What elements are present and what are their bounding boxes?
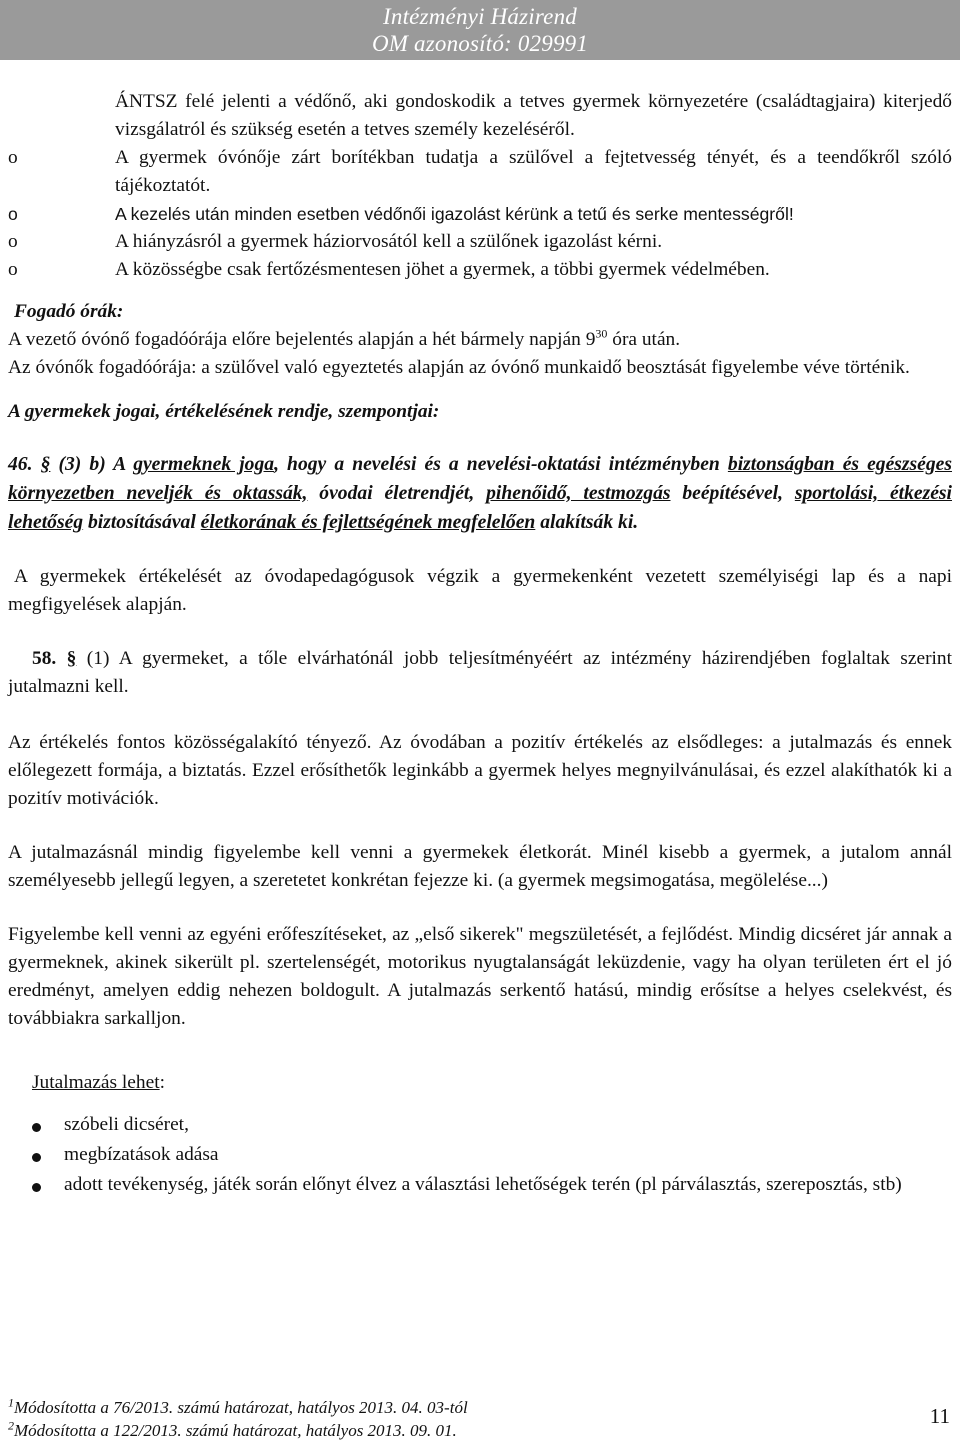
text-span: biztosításával xyxy=(83,512,201,533)
bullet-dot xyxy=(32,1153,41,1162)
list-item xyxy=(8,1111,952,1139)
section-number: 58. xyxy=(32,648,57,669)
fogado-heading: Fogadó órák: xyxy=(14,301,124,322)
figyelembe-paragraph: Figyelembe kell venni az egyéni erőfeszítéseket, az „első sikerek" megszületését, a fejlődést. Mindig dicséret jár annak a gyermeknek, akinek sikerült pl. szertelenségét, motorikus nyugtalanságát leküzdenie, vagy ha olyan területen ért el jó eredményt, amelyen eddig nehezen boldogult. A jutalmazás serkentő hatású, mindig erősítse a helyes cselekvést, és továbbiakra sarkalljon. xyxy=(8,924,952,1029)
fogado-ovonok-paragraph: Az óvónők fogadóórája: a szülővel való egyeztetés alapján az óvónő munkaidő beosztását figyelembe véve történik. xyxy=(8,357,910,378)
footnote-marker: 1 xyxy=(8,1395,14,1410)
list-item-text: adott tevékenység, játék során előnyt élvez a választási lehetőségek terén (pl párválasztás, szereposztás, stb) xyxy=(64,1174,902,1195)
underlined-span: biztonságban és egészséges környezetben neveljék és oktassák, xyxy=(8,454,952,504)
section-sign: § xyxy=(66,648,77,669)
jutalmazas-label-line xyxy=(8,1069,952,1097)
page-number: 11 xyxy=(929,1404,950,1428)
underlined-span: életkorának és fejlettségének megfelelően xyxy=(200,512,536,533)
paragraph-46 xyxy=(8,450,952,537)
list-item xyxy=(8,1141,952,1169)
document-title: Intézményi Házirend xyxy=(383,4,577,29)
footnote-text: Módosította a 122/2013. számú határozat, hatályos 2013. 09. 01. xyxy=(14,1421,457,1440)
section-number: 46. xyxy=(8,454,33,475)
text-span: , hogy a nevelési és a nevelési-oktatási intézményben xyxy=(274,454,728,475)
om-id-line: OM azonosító: 029991 xyxy=(371,31,589,56)
bullet-item xyxy=(8,200,952,228)
underlined-span: pihenőidő, testmozgás xyxy=(486,483,671,504)
section-sign: § xyxy=(40,454,51,475)
fogado-vezeto-line xyxy=(8,326,952,354)
text-span: beépítésével, xyxy=(670,483,795,504)
underlined-span: gyermeknek joga xyxy=(133,454,275,475)
bullet-dot xyxy=(32,1183,41,1192)
bullet-marker: o xyxy=(8,147,18,168)
bullet-marker: o xyxy=(8,231,18,252)
footnote-marker: 2 xyxy=(8,1418,14,1433)
bullet-item xyxy=(8,144,952,200)
fogado-text: A vezető óvónő fogadóórája előre bejelentés alapján a hét bármely napján 9 xyxy=(8,329,596,350)
fogado-text-end: óra után. xyxy=(607,329,681,350)
footnote-text: Módosította a 76/2013. számú határozat, hatályos 2013. 04. 03-tól xyxy=(14,1398,468,1417)
text-span: óvodai életrendjét, xyxy=(307,483,487,504)
bullet-text: A kezelés után minden esetben védőnői igazolást kérünk a tetű és serke mentességről! xyxy=(115,204,794,224)
jutalmazas-paragraph: A jutalmazásnál mindig figyelembe kell venni a gyermekek életkorát. Minél kisebb a gyermek, a jutalom annál személyesebb jellegű legyen, a szeretetet konkrétan fejezze ki. (a gyermek megsimogatása, megölelése...) xyxy=(8,842,952,891)
bullet-item xyxy=(8,256,952,284)
underlined-span: sportolási, étkezési lehetőség xyxy=(8,483,952,533)
time-superscript: 30 xyxy=(595,326,608,341)
footnote-1 xyxy=(8,1396,952,1419)
text-span: (3) b) A xyxy=(50,454,134,475)
continued-paragraph: ÁNTSZ felé jelenti a védőnő, aki gondoskodik a tetves gyermek környezetére (családtagjaira) kiterjedő vizsgálatról és szükség esetén a tetves személy kezeléséről. xyxy=(115,91,952,140)
paragraph-58 xyxy=(8,645,952,701)
bullet-dot xyxy=(32,1123,41,1132)
bullet-text: A gyermek óvónője zárt borítékban tudatja a szülővel a fejtetvesség tényét, és a teendőkről szóló tájékoztatót. xyxy=(115,147,952,196)
page-header xyxy=(0,0,960,60)
label-colon: : xyxy=(159,1072,165,1093)
list-item-text: szóbeli dicséret, xyxy=(64,1114,189,1135)
bullet-text: A közösségbe csak fertőzésmentesen jöhet a gyermek, a többi gyermek védelmében. xyxy=(115,259,770,280)
footnote-2 xyxy=(8,1419,952,1442)
list-item xyxy=(8,1171,952,1199)
bullet-marker: o xyxy=(8,259,18,280)
bullet-marker: o xyxy=(8,204,18,224)
jutalmazas-list xyxy=(8,1111,952,1199)
jogok-heading: A gyermekek jogai, értékelésének rendje, szempontjai: xyxy=(8,401,440,422)
jutalmazas-label: Jutalmazás lehet xyxy=(32,1072,160,1093)
bullet-text: A hiányzásról a gyermek háziorvosától kell a szülőnek igazolást kérni. xyxy=(115,231,663,252)
text-span: alakítsák ki. xyxy=(535,512,639,533)
text-span: (1) A gyermeket, a tőle elvárhatónál jobb teljesítményéért az intézmény házirendjében foglaltak szerint jutalmazni kell. xyxy=(8,648,952,697)
bullet-item xyxy=(8,228,952,256)
ertekeles-paragraph: A gyermekek értékelését az óvodapedagógusok végzik a gyermekenként vezetett személyiségi lap és a napi megfigyelések alapján. xyxy=(8,566,952,615)
fontos-paragraph: Az értékelés fontos közösségalakító tényező. Az óvodában a pozitív értékelés az elsődleges: a jutalmazás és ennek előlegezett formája, a biztatás. Ezzel erősíthetők leginkább a gyermek helyes megnyilvánulásai, és ezzel alakíthatók ki a pozitív motivációk. xyxy=(8,732,952,809)
list-item-text: megbízatások adása xyxy=(64,1144,219,1165)
footnotes xyxy=(8,1396,952,1442)
page-content xyxy=(8,88,952,1199)
